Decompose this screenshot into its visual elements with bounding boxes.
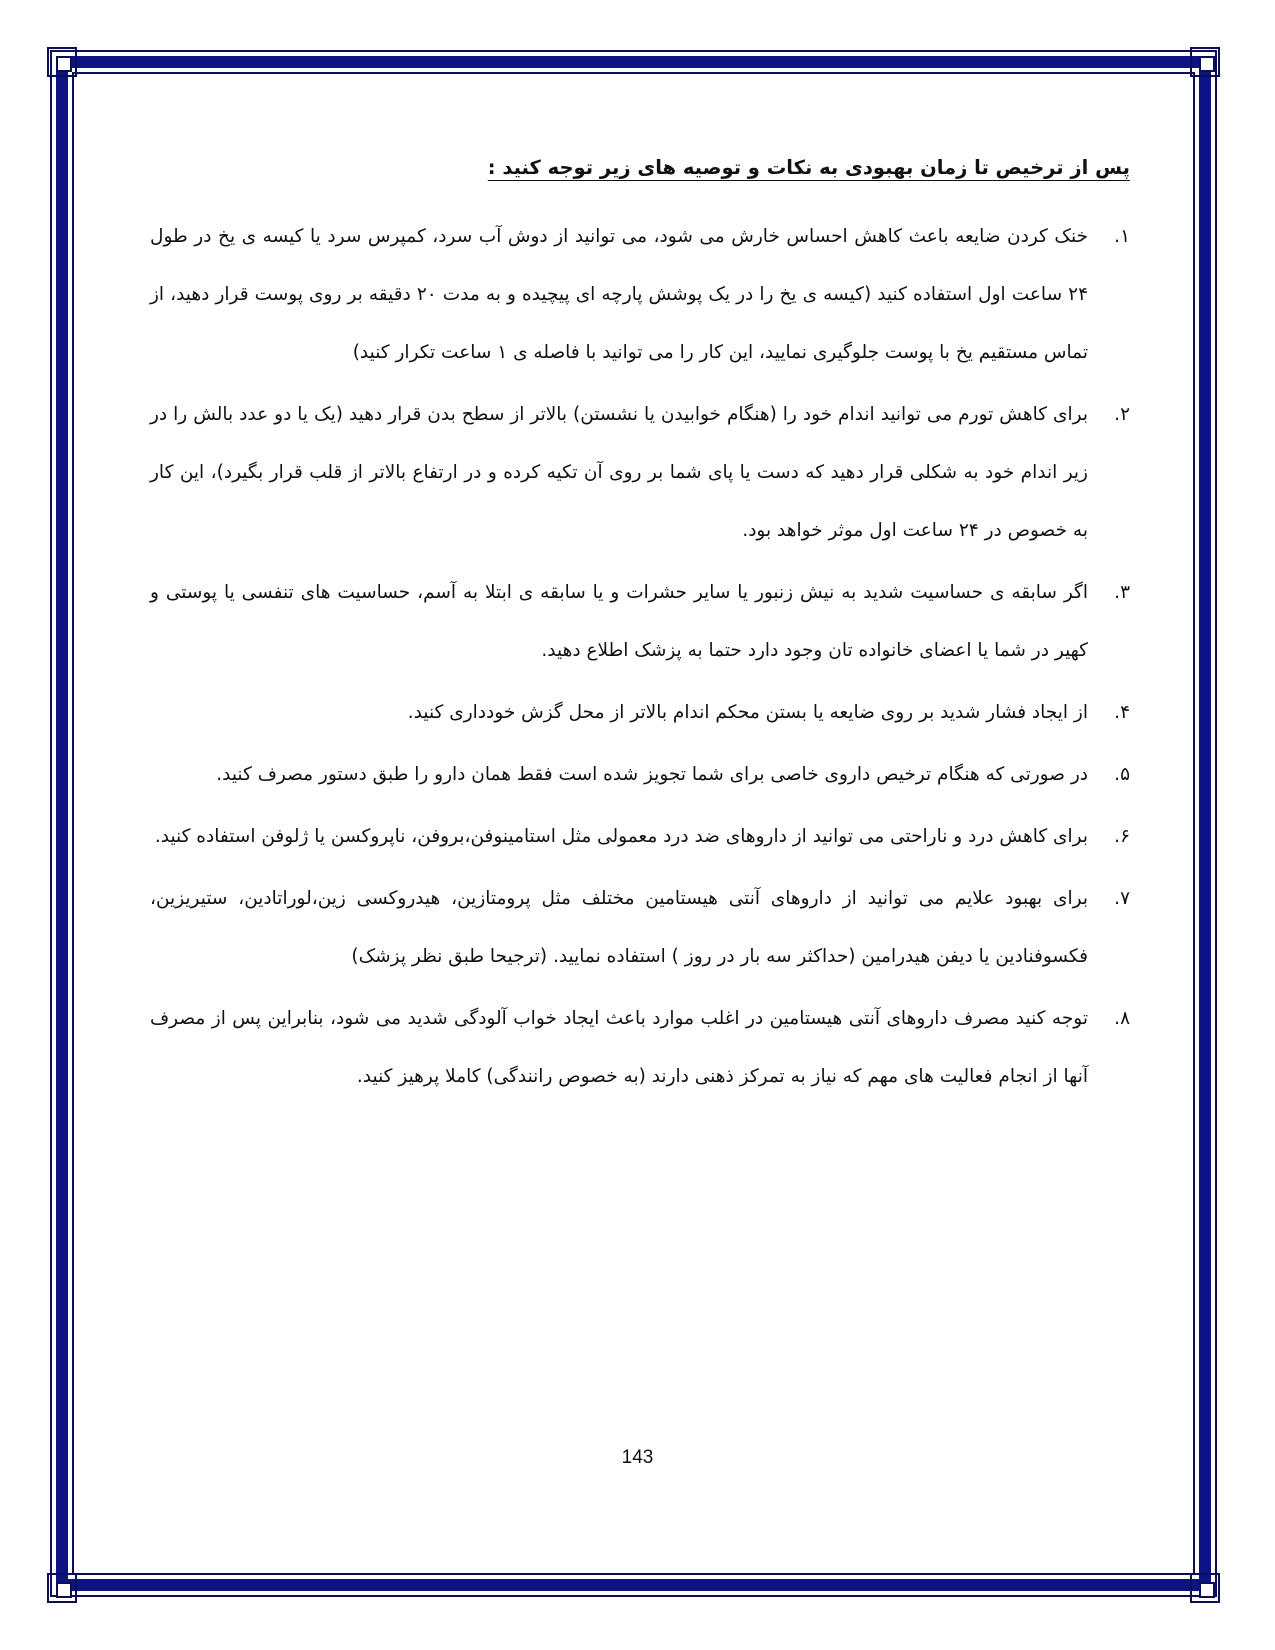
list-item [150,564,1130,680]
corner-ornament-bottom-right [1190,1573,1220,1603]
page-heading: پس از ترخیص تا زمان بهبودی به نکات و توصیه های زیر توجه کنید : [487,156,1130,179]
page-number: 143 [621,1447,654,1468]
list-item-text: اگر سابقه ی حساسیت شدید به نیش زنبور یا سایر حشرات و یا سابقه ی ابتلا به آسم، حساسیت های تنفسی یا پوستی و کهیر در شما یا اعضای خانواده تان وجود دارد حتما به پزشک اطلاع دهید. [150,582,1088,661]
list-item [150,746,1130,804]
list-item [150,808,1130,866]
list-item [150,990,1130,1106]
list-item-text: در صورتی که هنگام ترخیص داروی خاصی برای شما تجویز شده است فقط همان دارو را طبق دستور مصرف کنید. [216,764,1088,785]
list-item-number: ۲. [1114,404,1130,425]
list-item [150,684,1130,742]
list-item-text: برای کاهش تورم می توانید اندام خود را (هنگام خوابیدن یا نشستن) بالاتر از سطح بدن قرار دهید (یک یا دو عدد بالش را در زیر اندام خود به شکلی قرار دهید که دست یا پای شما بر روی آن تکیه کرده و در ارتفاع بالاتر از قلب قرار بگیرد)، این کار به خصوص در ۲۴ ساعت اول موثر خواهد بود. [150,404,1088,541]
list-item-number: ۶. [1114,826,1130,847]
list-item-text: از ایجاد فشار شدید بر روی ضایعه یا بستن محکم اندام بالاتر از محل گزش خودداری کنید. [407,702,1088,723]
list-item-text: برای کاهش درد و ناراحتی می توانید از داروهای ضد درد معمولی مثل استامینوفن،بروفن، ناپروکسن یا ژلوفن استفاده کنید. [154,826,1088,847]
list-item-text: برای بهبود علایم می توانید از داروهای آنتی هیستامین مختلف مثل پرومتازین، هیدروکسی زین،لوراتادین، ستیریزین، فکسوفنادین یا دیفن هیدرامین (حداکثر سه بار در روز ) استفاده نمایید. (ترجیحا طبق نظر پزشک) [150,888,1088,967]
list-item [150,208,1130,382]
list-item-text: خنک کردن ضایعه باعث کاهش احساس خارش می شود، می توانید از دوش آب سرد، کمپرس سرد یا کیسه ی یخ در طول ۲۴ ساعت اول استفاده کنید (کیسه ی یخ را در یک پوشش پارچه ای پیچیده و به مدت ۲۰ دقیقه بر روی پوست قرار دهید، از تماس مستقیم یخ با پوست جلوگیری نمایید، این کار را می توانید با فاصله ی ۱ ساعت تکرار کنید) [150,226,1089,363]
list-item-number: ۸. [1114,1008,1130,1029]
corner-ornament-bottom-left [47,1573,77,1603]
list-item-number: ۷. [1114,888,1130,909]
list-item-number: ۴. [1114,702,1130,723]
list-item-number: ۵. [1114,764,1130,785]
recommendation-list [150,208,1130,1106]
corner-ornament-top-right [1190,47,1220,77]
list-item [150,870,1130,986]
page-content [150,150,1130,1110]
corner-ornament-top-left [47,47,77,77]
list-item-number: ۳. [1114,582,1130,603]
list-item-text: توجه کنید مصرف داروهای آنتی هیستامین در اغلب موارد باعث ایجاد خواب آلودگی شدید می شود، بنابراین پس از مصرف آنها از انجام فعالیت های مهم که نیاز به تمرکز ذهنی دارند (به خصوص رانندگی) کاملا پرهیز کنید. [150,1008,1088,1087]
list-item-number: ۱. [1114,226,1130,247]
list-item [150,386,1130,560]
